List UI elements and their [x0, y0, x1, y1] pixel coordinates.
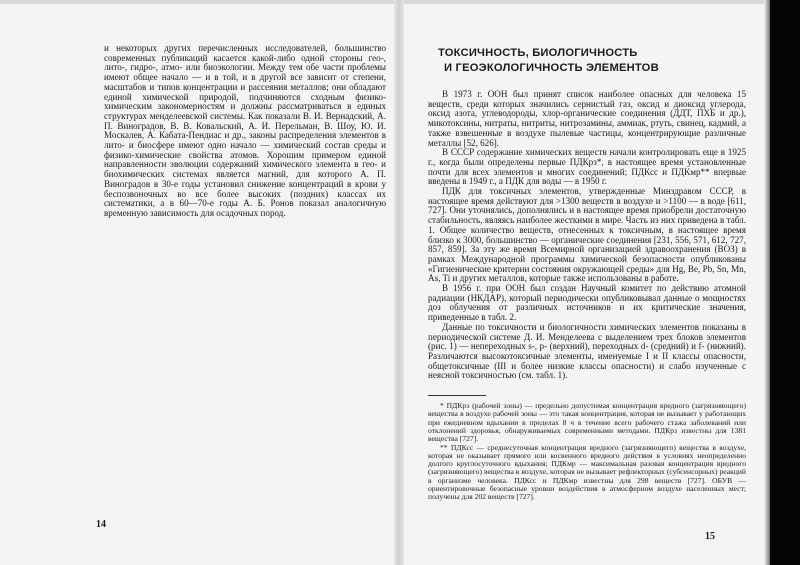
right-page-number: 15	[705, 531, 715, 542]
footnote: * ПДКрз (рабочей зоны) — предельно допустимая концентрация вредного (загрязняющего) вещества в воздухе рабочей зоны — это такая концентрация, которая не вызывает у работающих при ежедневном вдыхании в пределах 8 ч в течение всего рабочего стажа заболеваний или отклонений здоровья, обнаруживаемых современными методами. ПДКрз известны для 1381 вещества [727].	[428, 401, 746, 444]
right-body-text	[428, 90, 746, 381]
right-paragraph: В СССР содержание химических веществ начали контролировать еще в 1925 г., когда были определены первые ПДКрз*, в настоящее время установленные почти для всех элементов и многих соединений; ПДКсс и ПДКмр** впервые введены в 1949 г., а ПДК для воды — в 1950 г.	[428, 147, 746, 187]
right-paragraph: В 1956 г. при ООН был создан Научный комитет по действию атомной радиации (НКДАР), который периодически опубликовывал данные о мощностях доз облучения от различных источников и их критические значения, приведенные в табл. 2.	[428, 283, 746, 323]
footnotes	[428, 402, 746, 502]
page-top-shadow	[0, 0, 770, 4]
footnote: ** ПДКсс — среднесуточная концентрация вредного (загрязняющего) вещества в воздухе, которая не оказывает прямого или косвенного вредного действия в условиях неопределенно долгого круглосуточного вдыхания; ПДКмр — максимальная разовая концентрация вредного (загрязняющего) вещества в воздухе, которая не вызывает рефлекторных (субсенсорных) реакций в организме человека. ПДКсс и ПДКмр известны для 298 веществ [727]. ОБУВ — ориентировочные безопасные уровни воздействия в атмосферном воздухе населенных мест; получены для 202 веществ [727].	[428, 442, 746, 502]
left-page-number: 14	[96, 519, 106, 530]
right-paragraph: ПДК для токсичных элементов, утвержденные Минздравом СССР, в настоящее время действуют для >1300 веществ в воздухе и >1100 — в воде [611, 727]. Они уточнялись, дополнялись и в настоящее время приобрели достаточную стабильность, являясь наиболее жесткими в мире. Часть из них приведена в табл. 1. Общее количество веществ, отнесенных к токсичным, в настоящее время близко к 3000, большинство — органические соединения [231, 556, 571, 612, 727, 857, 859]. За эту же время Всемирной организацией здравоохранения (ВОЗ) в рамках Международной программы химической безопасности опубликованы «Гигиенические критерии состояния окружающей среды» для Hg, Be, Pb, Sn, Mn, As, Ti и других металлов, которые также использованы в работе.	[428, 186, 746, 284]
scanner-dark-edge	[770, 0, 800, 565]
left-page-text	[104, 44, 386, 219]
section-title-line-2: И ГЕОЭКОЛОГИЧНОСТЬ ЭЛЕМЕНТОВ	[444, 62, 659, 74]
section-title-line-1: ТОКСИЧНОСТЬ, БИОЛОГИЧНОСТЬ	[438, 47, 638, 59]
section-title	[438, 46, 746, 76]
footnote-rule	[428, 395, 486, 396]
left-paragraph: и некоторых других перечисленных исследователей, большинство современных публикаций касается какой-либо одной стороны гео-, лито-, гидро-, атмо- или биоэкологии. Между тем обе части проблемы имеют общее начало — и в той, и в другой все зависит от степени, масштабов и типов концентрации и рассеяния металлов; они обладают единой химической природой, подчиняются сходным физико-химическим закономерностям и должны рассматриваться в единых структурах менделеевской системы. Как показали В. И. Вернадский, А. П. Виноградов, В. В. Ковальский, А. И. Перельман, В. Шоу, Ю. И. Москалев, А. Кабата-Пендиас и др., законы распределения элементов в лито- и биосфере имеют одно начало — химический состав среды и физико-химические свойства атомов. Хорошим примером единой направленности эволюции содержаний химического элемента в гео- и биохимических системах является магний, для которого А. П. Виноградов в 30-е годы установил снижение концентраций в крови у беспозвоночных во все более высоких (поздних) классах их систематики, а в 60—70-е годы А. Б. Ронов показал аналогичную временную зависимость для осадочных пород.	[104, 43, 386, 218]
right-paragraph: Данные по токсичности и биологичности химических элементов показаны в периодической системе Д. И. Менделеева с выделением трех блоков элементов (рис. 1) — непереходных s-, p- (верхний), переходных d- (средний) и f- (нижний). Различаются высокотоксичные элементы, именуемые I и II классы опасности, общетоксичные (III и более низкие классы опасности) и слабо изученные с неясной токсичностью (см. табл. 1).	[428, 321, 746, 381]
right-paragraph: В 1973 г. ООН был принят список наиболее опасных для человека 15 веществ, среди которых значились сернистый газ, оксид и диоксид углерода, оксид азота, углеводороды, хлор-органические соединения (ДДТ, ПХБ и др.), микотоксины, нитраты, нитриты, нитрозамины, аммиак, ртуть, свинец, кадмий, а также взвешенные в воздухе пылевые частицы, концентрирующие различные металлы [52, 626].	[428, 89, 746, 148]
book-gutter	[394, 0, 404, 565]
right-page	[428, 46, 746, 502]
